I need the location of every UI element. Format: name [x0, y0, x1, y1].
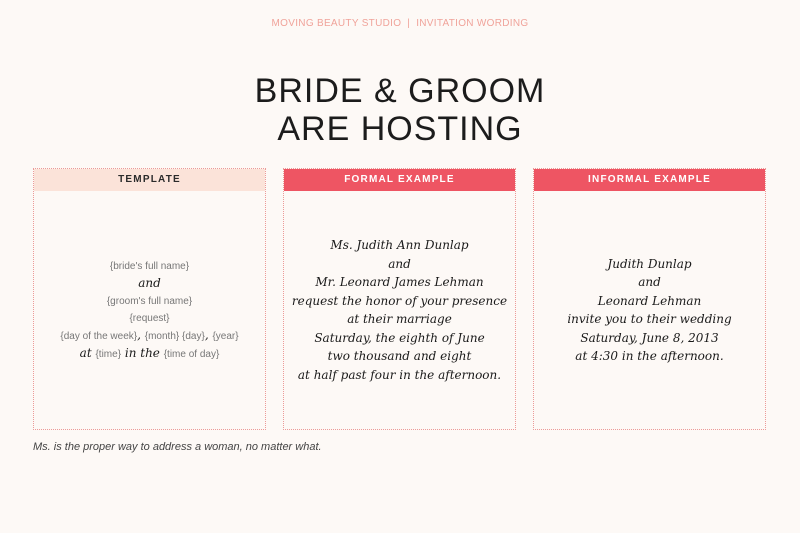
page-title — [0, 72, 800, 148]
footnote: Ms. is the proper way to address a woman, no matter what. — [33, 441, 322, 453]
informal-body — [534, 191, 765, 429]
formal-card — [283, 168, 516, 430]
formal-line: Saturday, the eighth of June — [314, 330, 485, 345]
formal-body — [284, 191, 515, 429]
informal-line: and — [638, 275, 661, 289]
template-day-of-week: {day of the week} — [60, 330, 138, 342]
formal-line: request the honor of your presence — [291, 293, 508, 308]
template-date-line — [60, 327, 238, 345]
title-line-1: BRIDE & GROOM — [254, 72, 546, 110]
template-comma-2: , — [204, 327, 213, 342]
informal-card — [533, 168, 766, 430]
formal-line: at their marriage — [347, 312, 452, 326]
formal-line: Mr. Leonard James Lehman — [315, 275, 484, 289]
template-card — [33, 168, 266, 430]
template-request: {request} — [129, 312, 170, 324]
template-groom-name: {groom's full name} — [106, 295, 193, 307]
informal-tab: INFORMAL EXAMPLE — [534, 169, 765, 191]
title-line-2: ARE HOSTING — [277, 110, 523, 148]
template-comma-1: , — [137, 327, 145, 342]
template-time-of-day: {time of day} — [163, 348, 220, 360]
studio-name: MOVING BEAUTY STUDIO — [271, 18, 402, 29]
informal-line: invite you to their wedding — [567, 312, 732, 326]
template-month: {month} — [144, 330, 180, 342]
template-body — [34, 191, 265, 429]
formal-line: Ms. Judith Ann Dunlap — [330, 238, 469, 252]
template-tab: TEMPLATE — [34, 169, 265, 191]
formal-line: and — [388, 256, 411, 271]
template-bride-name: {bride's full name} — [109, 260, 190, 272]
informal-line: at 4:30 in the afternoon. — [575, 349, 724, 363]
template-at: at — [79, 345, 96, 360]
formal-tab: FORMAL EXAMPLE — [284, 169, 515, 191]
informal-line: Saturday, June 8, 2013 — [580, 330, 719, 345]
page-header — [0, 18, 800, 29]
template-day: {day} — [182, 330, 205, 342]
template-time: {time} — [95, 348, 122, 360]
formal-line: at half past four in the afternoon. — [297, 367, 502, 382]
informal-line: Judith Dunlap — [607, 256, 692, 271]
template-in-the: in the — [121, 345, 164, 360]
formal-line: two thousand and eight — [327, 349, 472, 363]
template-time-line — [80, 345, 220, 363]
section-name: INVITATION WORDING — [416, 18, 529, 29]
header-separator: | — [407, 18, 411, 29]
informal-line: Leonard Lehman — [597, 293, 702, 308]
template-and: and — [138, 275, 161, 290]
template-year: {year} — [212, 330, 239, 342]
